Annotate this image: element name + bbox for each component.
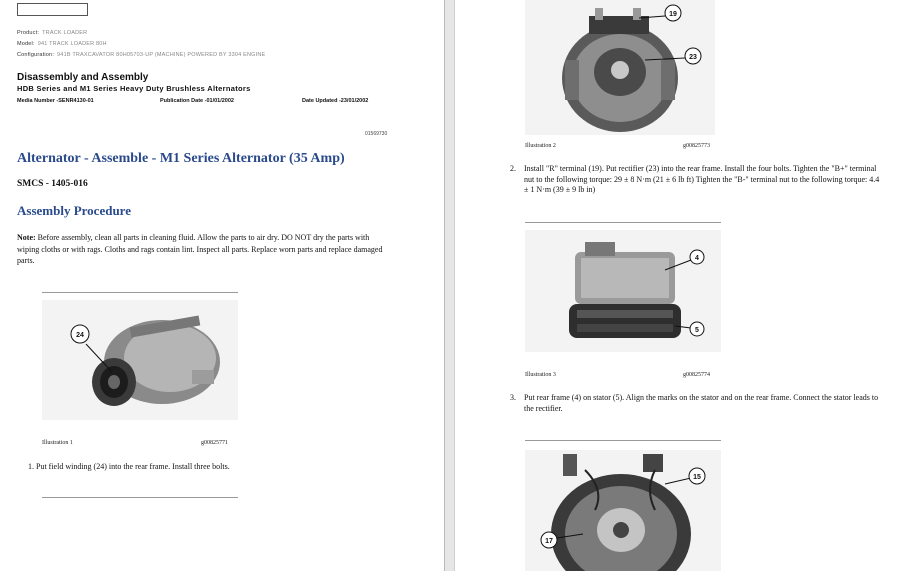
model-value: 941 TRACK LOADER 80H — [37, 41, 107, 47]
note-text: Before assembly, clean all parts in cleaning fluid. Allow the parts to air dry. DO NOT dry the parts with wiping cloths or with rags. Cloths and rags contain lint. Inspect all parts. Replace worn parts and replace damaged parts. — [17, 233, 383, 265]
model-label: Model: — [17, 41, 35, 47]
product-line — [17, 30, 87, 36]
divider — [525, 440, 721, 441]
illustration-2-photo — [525, 0, 715, 135]
config-value: 941B TRAXCAVATOR 80H05703-UP (MACHINE) POWERED BY 3304 ENGINE — [57, 52, 266, 58]
step-1-number: 1. — [28, 462, 34, 471]
document-id: 01569730 — [365, 131, 388, 137]
note-label: Note: — [17, 233, 36, 242]
series-title: HDB Series and M1 Series Heavy Duty Brushless Alternators — [17, 84, 251, 93]
rectifier-rear-photo — [525, 0, 715, 135]
illustration-2-id: g00825773 — [683, 143, 710, 149]
illustration-3-photo — [525, 230, 721, 352]
callout-5: 5 — [695, 327, 699, 334]
callout-23: 23 — [689, 54, 697, 61]
illustration-1-id: g00825771 — [201, 440, 228, 446]
callout-17: 17 — [545, 538, 553, 545]
step-1-text: Put field winding (24) into the rear frame. Install three bolts. — [36, 462, 230, 471]
callout-4: 4 — [695, 255, 699, 262]
illustration-3-label: Illustration 3 — [525, 372, 556, 378]
step-1 — [28, 462, 408, 473]
section-title: Disassembly and Assembly — [17, 72, 149, 83]
configuration-line — [17, 52, 265, 58]
illustration-3-id: g00825774 — [683, 372, 710, 378]
step-3-number: 3. — [510, 393, 516, 402]
callout-15: 15 — [693, 474, 701, 481]
product-value: TRACK LOADER — [42, 30, 88, 36]
callout-19: 19 — [669, 11, 677, 18]
header-logo-box — [17, 3, 88, 16]
note-paragraph — [17, 232, 392, 267]
publication-date: Publication Date -01/01/2002 — [160, 98, 234, 104]
main-title: Alternator - Assemble - M1 Series Alternator (35 Amp) — [17, 151, 345, 166]
procedure-title: Assembly Procedure — [17, 203, 131, 218]
illustration-4-photo — [525, 450, 721, 571]
step-3-text: Put rear frame (4) on stator (5). Align the marks on the stator and on the rear frame. Connect the stator leads to the rectifier. — [524, 393, 879, 413]
divider — [525, 222, 721, 223]
stator-frame-photo — [525, 230, 721, 352]
left-document-page — [0, 0, 444, 571]
step-2-number: 2. — [510, 164, 516, 173]
right-document-page — [455, 0, 913, 571]
stator-leads-photo — [525, 450, 721, 571]
step-2 — [510, 164, 880, 196]
step-2-text: Install "R" terminal (19). Put rectifier (23) into the rear frame. Install the four bolts. Tighten the "B+" terminal nut to the following torque: 29 ± 8 N·m (21 ± 6 lb ft) Tighten the "B-" terminal nut to the following torque: 4.4 ± 1 N·m (39 ± 9 lb in) — [524, 164, 880, 194]
product-label: Product: — [17, 30, 40, 36]
callout-24: 24 — [76, 332, 84, 339]
illustration-1-label: Illustration 1 — [42, 440, 73, 446]
step-3 — [510, 393, 880, 414]
date-updated: Date Updated -23/01/2002 — [302, 98, 369, 104]
divider — [42, 292, 238, 293]
illustration-2-label: Illustration 2 — [525, 143, 556, 149]
divider — [42, 497, 238, 498]
media-number: Media Number -SENR4130-01 — [17, 98, 94, 104]
alternator-side-photo — [42, 300, 238, 420]
illustration-1-photo — [42, 300, 238, 420]
smcs-code: SMCS - 1405-016 — [17, 179, 88, 189]
model-line — [17, 41, 107, 47]
config-label: Configuration: — [17, 52, 55, 58]
page-gutter — [444, 0, 455, 571]
